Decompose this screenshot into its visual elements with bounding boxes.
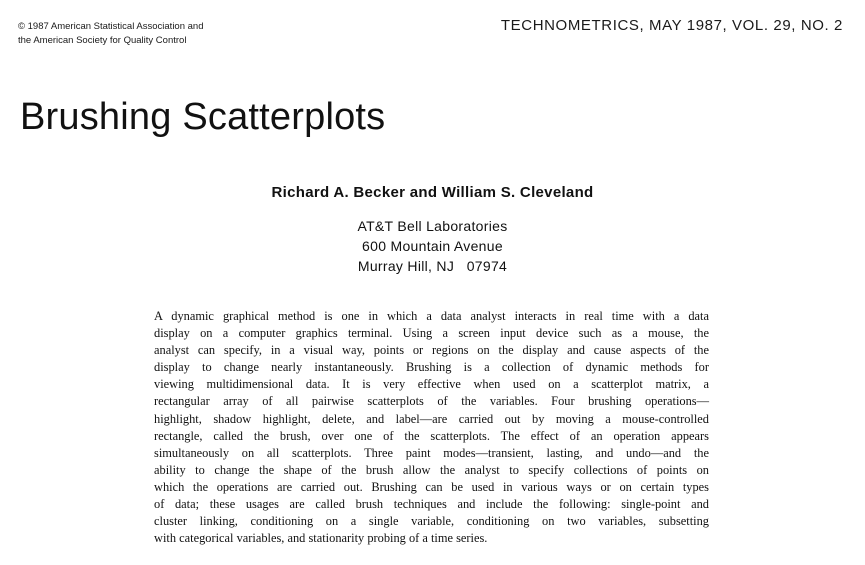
paper-title: Brushing Scatterplots bbox=[20, 96, 386, 138]
copyright-line-2: the American Society for Quality Control bbox=[18, 35, 187, 46]
abstract-line: display on a computer graphics terminal. Using a screen input device such as a mouse, the bbox=[154, 326, 709, 341]
abstract-line: rectangular array of all pairwise scatterplots of the variables. Four brushing operations— bbox=[154, 394, 709, 409]
affiliation-block bbox=[0, 216, 865, 276]
journal-header: TECHNOMETRICS, MAY 1987, VOL. 29, NO. 2 bbox=[500, 17, 843, 34]
abstract-line: simultaneously on all scatterplots. Three paint modes—transient, lasting, and undo—and the bbox=[154, 445, 709, 460]
affiliation-line: AT&T Bell Laboratories bbox=[357, 218, 508, 234]
abstract-line: A dynamic graphical method is one in which a data analyst interacts in real time with a data bbox=[154, 309, 709, 323]
abstract-line: of data; these usages are called brush techniques and include the following: single-point and bbox=[154, 497, 709, 512]
abstract-line: display to change nearly instantaneously. Brushing is a collection of dynamic methods for bbox=[154, 360, 709, 375]
abstract-line: rectangle, called the brush, over one of the scatterplots. The effect of an operation appears bbox=[154, 428, 709, 443]
affiliation-line: 600 Mountain Avenue bbox=[362, 238, 503, 254]
abstract-line: with categorical variables, and stationarity probing of a time series. bbox=[154, 531, 488, 546]
abstract bbox=[154, 308, 709, 547]
affiliation-line: Murray Hill, NJ 07974 bbox=[357, 258, 508, 274]
abstract-line: highlight, shadow highlight, delete, and label—are carried out by moving a mouse-controlled bbox=[154, 411, 709, 426]
copyright-notice bbox=[18, 20, 204, 48]
copyright-line-1: © 1987 American Statistical Association and bbox=[18, 21, 204, 32]
abstract-line: ability to change the shape of the brush allow the analyst to specify collections of points on bbox=[154, 462, 709, 477]
abstract-line: analyst can specify, in a visual way, points or regions on the display and cause aspects of the bbox=[154, 343, 709, 358]
abstract-line: viewing multidimensional data. It is very effective when used on a scatterplot matrix, a bbox=[154, 377, 709, 392]
abstract-line: cluster linking, conditioning on a single variable, conditioning on two variables, subsetting bbox=[154, 514, 709, 529]
paper-authors: Richard A. Becker and William S. Cleveland bbox=[271, 184, 594, 201]
abstract-line: which the operations are carried out. Brushing can be used in various ways or on certain types bbox=[154, 479, 709, 494]
